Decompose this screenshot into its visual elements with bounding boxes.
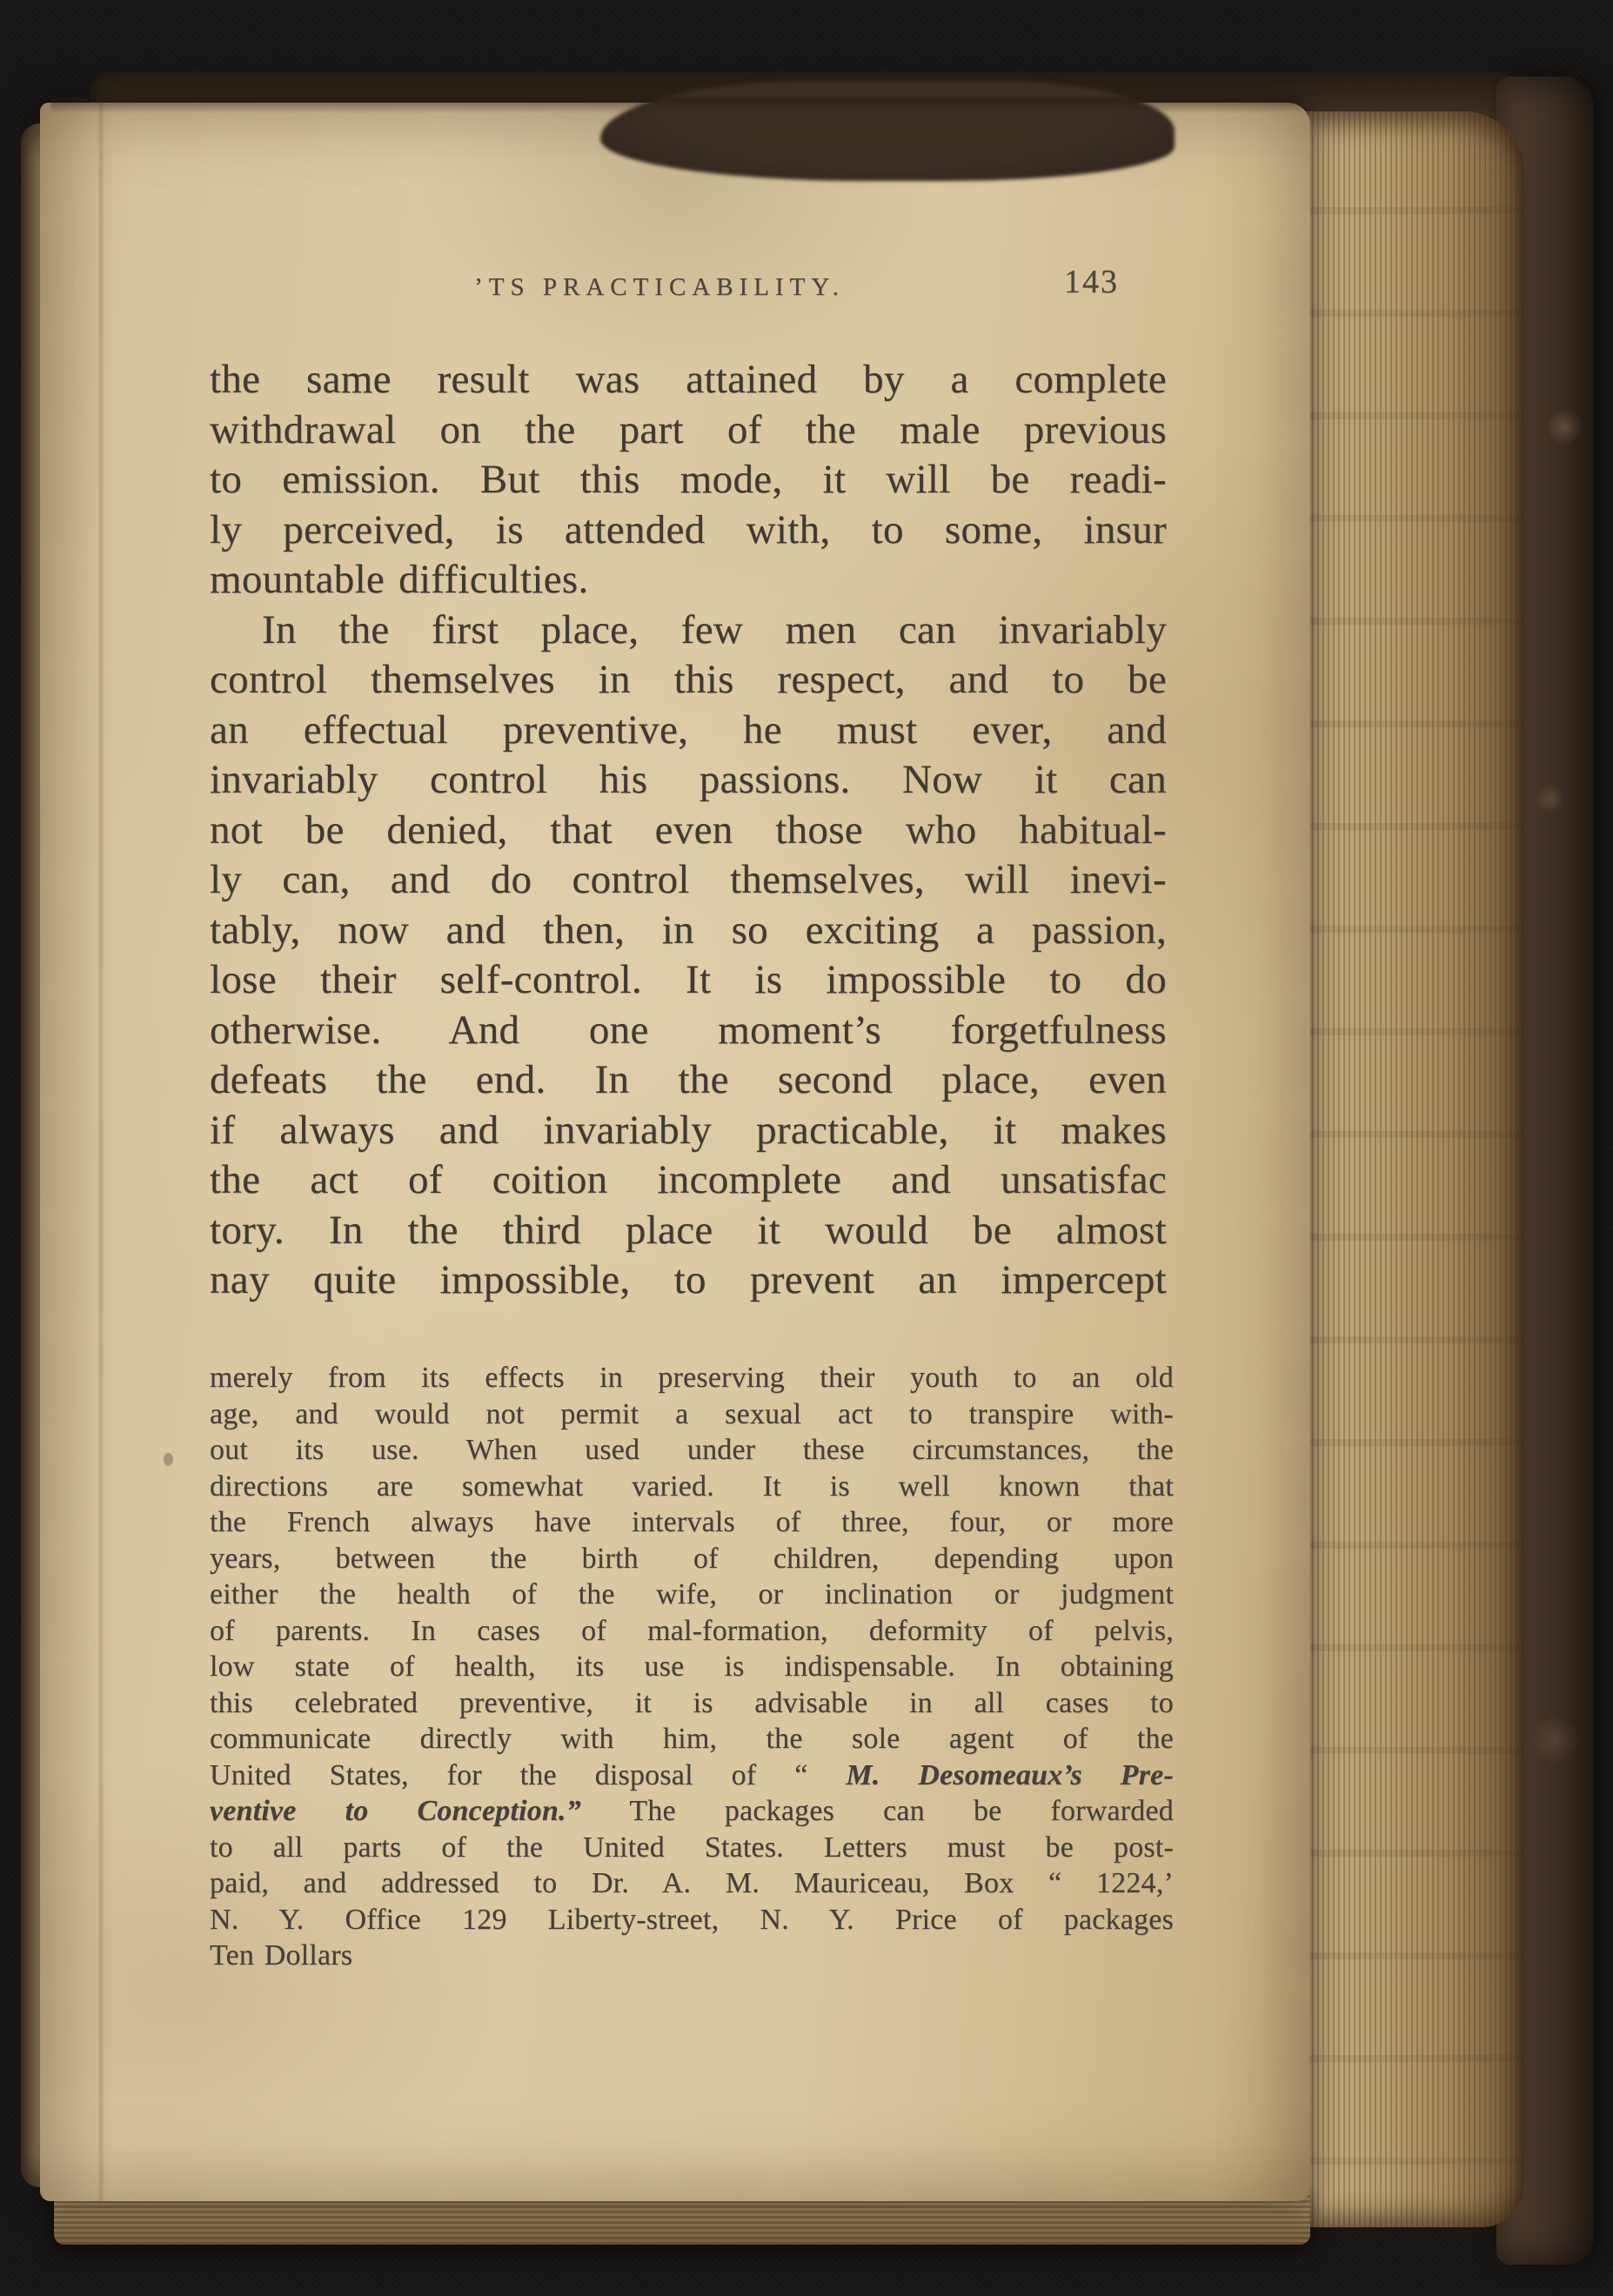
body-line: the act of coition incomplete and unsatisfac xyxy=(210,1157,1167,1202)
body-line: defeats the end. In the second place, even xyxy=(210,1057,1167,1102)
body-line: ly perceived, is attended with, to some, insur xyxy=(210,506,1167,552)
footnote-line: out its use. When used under these circumstances, the xyxy=(210,1434,1174,1466)
body-line: otherwise. And one moment’s forgetfulness xyxy=(210,1007,1167,1053)
footnote-line: directions are somewhat varied. It is well known that xyxy=(210,1469,1174,1503)
footnote-line: low state of health, its use is indispensable. In obtaining xyxy=(210,1650,1174,1683)
footnote-line: Ten Dollars xyxy=(210,1939,353,1971)
body-text xyxy=(210,355,1167,1306)
body-line: the same result was attained by a complete xyxy=(210,357,1167,402)
footnote-text: The packages can be forwarded xyxy=(580,1795,1174,1827)
body-line: not be denied, that even those who habitual- xyxy=(210,807,1167,853)
page-top-edge-shadow xyxy=(50,97,1303,113)
body-line: In the first place, few men can invariably xyxy=(262,606,1167,653)
footnote-line: this celebrated preventive, it is advisable in all cases to xyxy=(210,1686,1174,1719)
footnote-line xyxy=(210,1757,1174,1794)
footnote-line: years, between the birth of children, depending upon xyxy=(210,1542,1174,1575)
body-line: lose their self-control. It is impossible to do xyxy=(210,957,1167,1002)
footnote-italic-text: ventive to Conception.” xyxy=(210,1795,581,1827)
footnote-italic-text: M. Desomeaux’s Pre- xyxy=(846,1758,1174,1791)
footnote-line: merely from its effects in preserving their youth to an old xyxy=(210,1362,1174,1394)
footnote-line: either the health of the wife, or inclination or judgment xyxy=(210,1578,1174,1610)
footnote-line: the French always have intervals of three, four, or more xyxy=(210,1506,1174,1538)
book-page xyxy=(40,103,1310,2201)
page-number: 143 xyxy=(1064,264,1119,300)
body-line: tably, now and then, in so exciting a passion, xyxy=(210,907,1167,953)
body-line: mountable difficulties. xyxy=(210,557,589,602)
footnote-line: communicate directly with him, the sole agent of the xyxy=(210,1723,1174,1755)
footnote-line: to all parts of the United States. Letters must be post- xyxy=(210,1831,1174,1864)
body-line: withdrawal on the part of the male previous xyxy=(210,406,1167,452)
body-line: nay quite impossible, to prevent an impercept xyxy=(210,1257,1167,1302)
page-stack-fore-edge xyxy=(1296,111,1524,2227)
body-line: to emission. But this mode, it will be readi- xyxy=(210,457,1167,502)
running-title: ’TS PRACTICABILITY. xyxy=(474,273,845,301)
body-line: control themselves in this respect, and to be xyxy=(210,657,1167,702)
footnote xyxy=(210,1360,1174,1974)
footnote-line: of parents. In cases of mal-formation, deformity of pelvis, xyxy=(210,1614,1174,1647)
footnote-text: United States, for the disposal of “ xyxy=(210,1758,847,1791)
page-header xyxy=(210,264,1167,310)
footnote-line: N. Y. Office 129 Liberty-street, N. Y. Price of packages xyxy=(210,1903,1174,1936)
footnote-line: paid, and addressed to Dr. A. M. Mauriceau, Box “ 1224,’ xyxy=(210,1867,1174,1899)
body-line: invariably control his passions. Now it can xyxy=(210,757,1167,802)
footnote-line xyxy=(210,1793,1174,1830)
paper-speck xyxy=(164,1453,173,1466)
footnote-line: age, and would not permit a sexual act to transpire with- xyxy=(210,1397,1174,1430)
body-line: ly can, and do control themselves, will inevi- xyxy=(210,857,1167,902)
body-line: if always and invariably practicable, it makes xyxy=(210,1107,1167,1153)
body-line: an effectual preventive, he must ever, and xyxy=(210,706,1167,753)
body-line: tory. In the third place it would be almost xyxy=(210,1207,1167,1253)
